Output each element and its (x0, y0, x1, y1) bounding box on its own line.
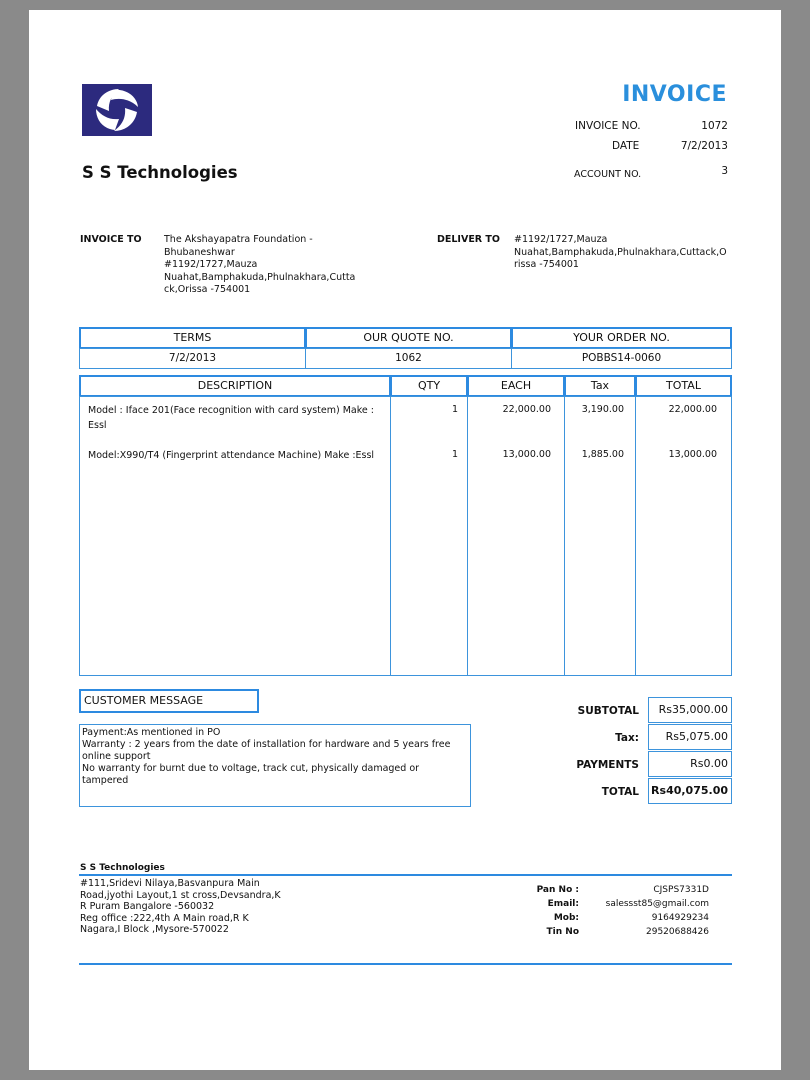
payments-label: PAYMENTS (576, 759, 639, 771)
footer-address (80, 878, 340, 936)
tin-label: Tin No (546, 927, 579, 937)
table-row (88, 448, 388, 463)
footer-contact-labels (509, 883, 579, 939)
address-line: Nuahat,Bamphakuda,Phulnakhara,Cutta (164, 271, 356, 283)
pan-value: CJSPS7331D (653, 885, 709, 895)
address-line: Nuahat,Bamphakuda,Phulnakhara,Cuttack,O (514, 246, 727, 258)
item-tax: 1,885.00 (581, 449, 624, 460)
payments-value: Rs0.00 (648, 751, 732, 777)
date-label: DATE (612, 140, 640, 152)
each-header: EACH (467, 375, 565, 397)
order-no-value: POBBS14-0060 (581, 352, 662, 364)
message-line: No warranty for burnt due to voltage, track cut, physically damaged or (82, 763, 420, 774)
item-description: Essl (88, 420, 107, 431)
invoice-to-label: INVOICE TO (80, 234, 142, 245)
quote-no-value: 1062 (395, 352, 422, 364)
subtotal-label: SUBTOTAL (577, 705, 639, 717)
mob-label: Mob: (553, 913, 579, 923)
customer-message-text (82, 727, 467, 787)
invoice-title: INVOICE (622, 82, 727, 107)
tin-value: 29520688426 (646, 927, 709, 937)
item-each: 13,000.00 (502, 449, 551, 460)
address-line: #1192/1727,Mauza (164, 259, 258, 270)
footer-company-name: S S Technologies (80, 863, 165, 873)
description-header: DESCRIPTION (79, 375, 391, 397)
footer-address-line: R Puram Bangalore -560032 (80, 901, 215, 912)
message-line: tampered (82, 775, 129, 786)
terms-value: 7/2/2013 (168, 352, 217, 364)
customer-message-header: CUSTOMER MESSAGE (79, 689, 259, 713)
address-line: Bhubaneshwar (164, 246, 235, 258)
address-line: ck,Orissa -754001 (164, 284, 251, 295)
deliver-to-label: DELIVER TO (437, 234, 500, 245)
address-line: rissa -754001 (514, 259, 579, 270)
grand-total-label: TOTAL (601, 786, 639, 798)
pan-label: Pan No : (536, 885, 579, 895)
account-no-value: 3 (721, 165, 728, 177)
qty-header: QTY (390, 375, 468, 397)
message-line: online support (82, 751, 151, 762)
table-row (88, 403, 388, 433)
message-line: Payment:As mentioned in PO (82, 727, 221, 738)
invoice-to-address (164, 234, 364, 297)
address-line: #1192/1727,Mauza (514, 234, 608, 245)
invoice-page (29, 10, 781, 1070)
item-description: Model:X990/T4 (Fingerprint attendance Machine) Make :Essl (88, 450, 375, 461)
footer-divider-bottom (79, 963, 732, 965)
tax-total-value: Rs5,075.00 (648, 724, 732, 750)
message-line: Warranty : 2 years from the date of installation for hardware and 5 years free (82, 739, 451, 750)
order-no-header: YOUR ORDER NO. (511, 327, 732, 349)
footer-address-line: Reg office :222,4th A Main road,R K (80, 912, 249, 924)
item-total: 13,000.00 (668, 449, 717, 460)
invoice-no-label: INVOICE NO. (575, 120, 641, 132)
invoice-no-value: 1072 (701, 120, 728, 132)
quote-no-header: OUR QUOTE NO. (305, 327, 512, 349)
email-value: salessst85@gmail.com (605, 899, 709, 909)
company-logo (82, 84, 152, 136)
item-tax: 3,190.00 (581, 404, 624, 415)
footer-address-line: #111,Sridevi Nilaya,Basvanpura Main (80, 878, 260, 889)
account-no-label: ACCOUNT NO. (574, 169, 642, 180)
item-description: Model : Iface 201(Face recognition with card system) Make : (88, 405, 374, 416)
total-header: TOTAL (635, 375, 732, 397)
company-name: S S Technologies (82, 163, 238, 182)
tax-header: Tax (564, 375, 636, 397)
terms-header: TERMS (79, 327, 306, 349)
item-total: 22,000.00 (668, 404, 717, 415)
item-each: 22,000.00 (502, 404, 551, 415)
footer-contact-values (589, 883, 709, 939)
date-value: 7/2/2013 (680, 140, 728, 152)
grand-total-value: Rs40,075.00 (648, 778, 732, 804)
address-line: The Akshayapatra Foundation - (164, 234, 313, 245)
footer-address-line: Road,jyothi Layout,1 st cross,Devsandra,K (80, 889, 281, 901)
item-qty: 1 (451, 404, 458, 415)
swirl-logo-icon (82, 84, 152, 136)
footer-divider-top (79, 874, 732, 876)
tax-total-label: Tax: (615, 732, 639, 744)
email-label: Email: (547, 899, 579, 909)
subtotal-value: Rs35,000.00 (648, 697, 732, 723)
footer-address-line: Nagara,I Block ,Mysore-570022 (80, 924, 229, 935)
mob-value: 9164929234 (651, 913, 709, 923)
item-qty: 1 (451, 449, 458, 460)
deliver-to-address (514, 234, 729, 272)
